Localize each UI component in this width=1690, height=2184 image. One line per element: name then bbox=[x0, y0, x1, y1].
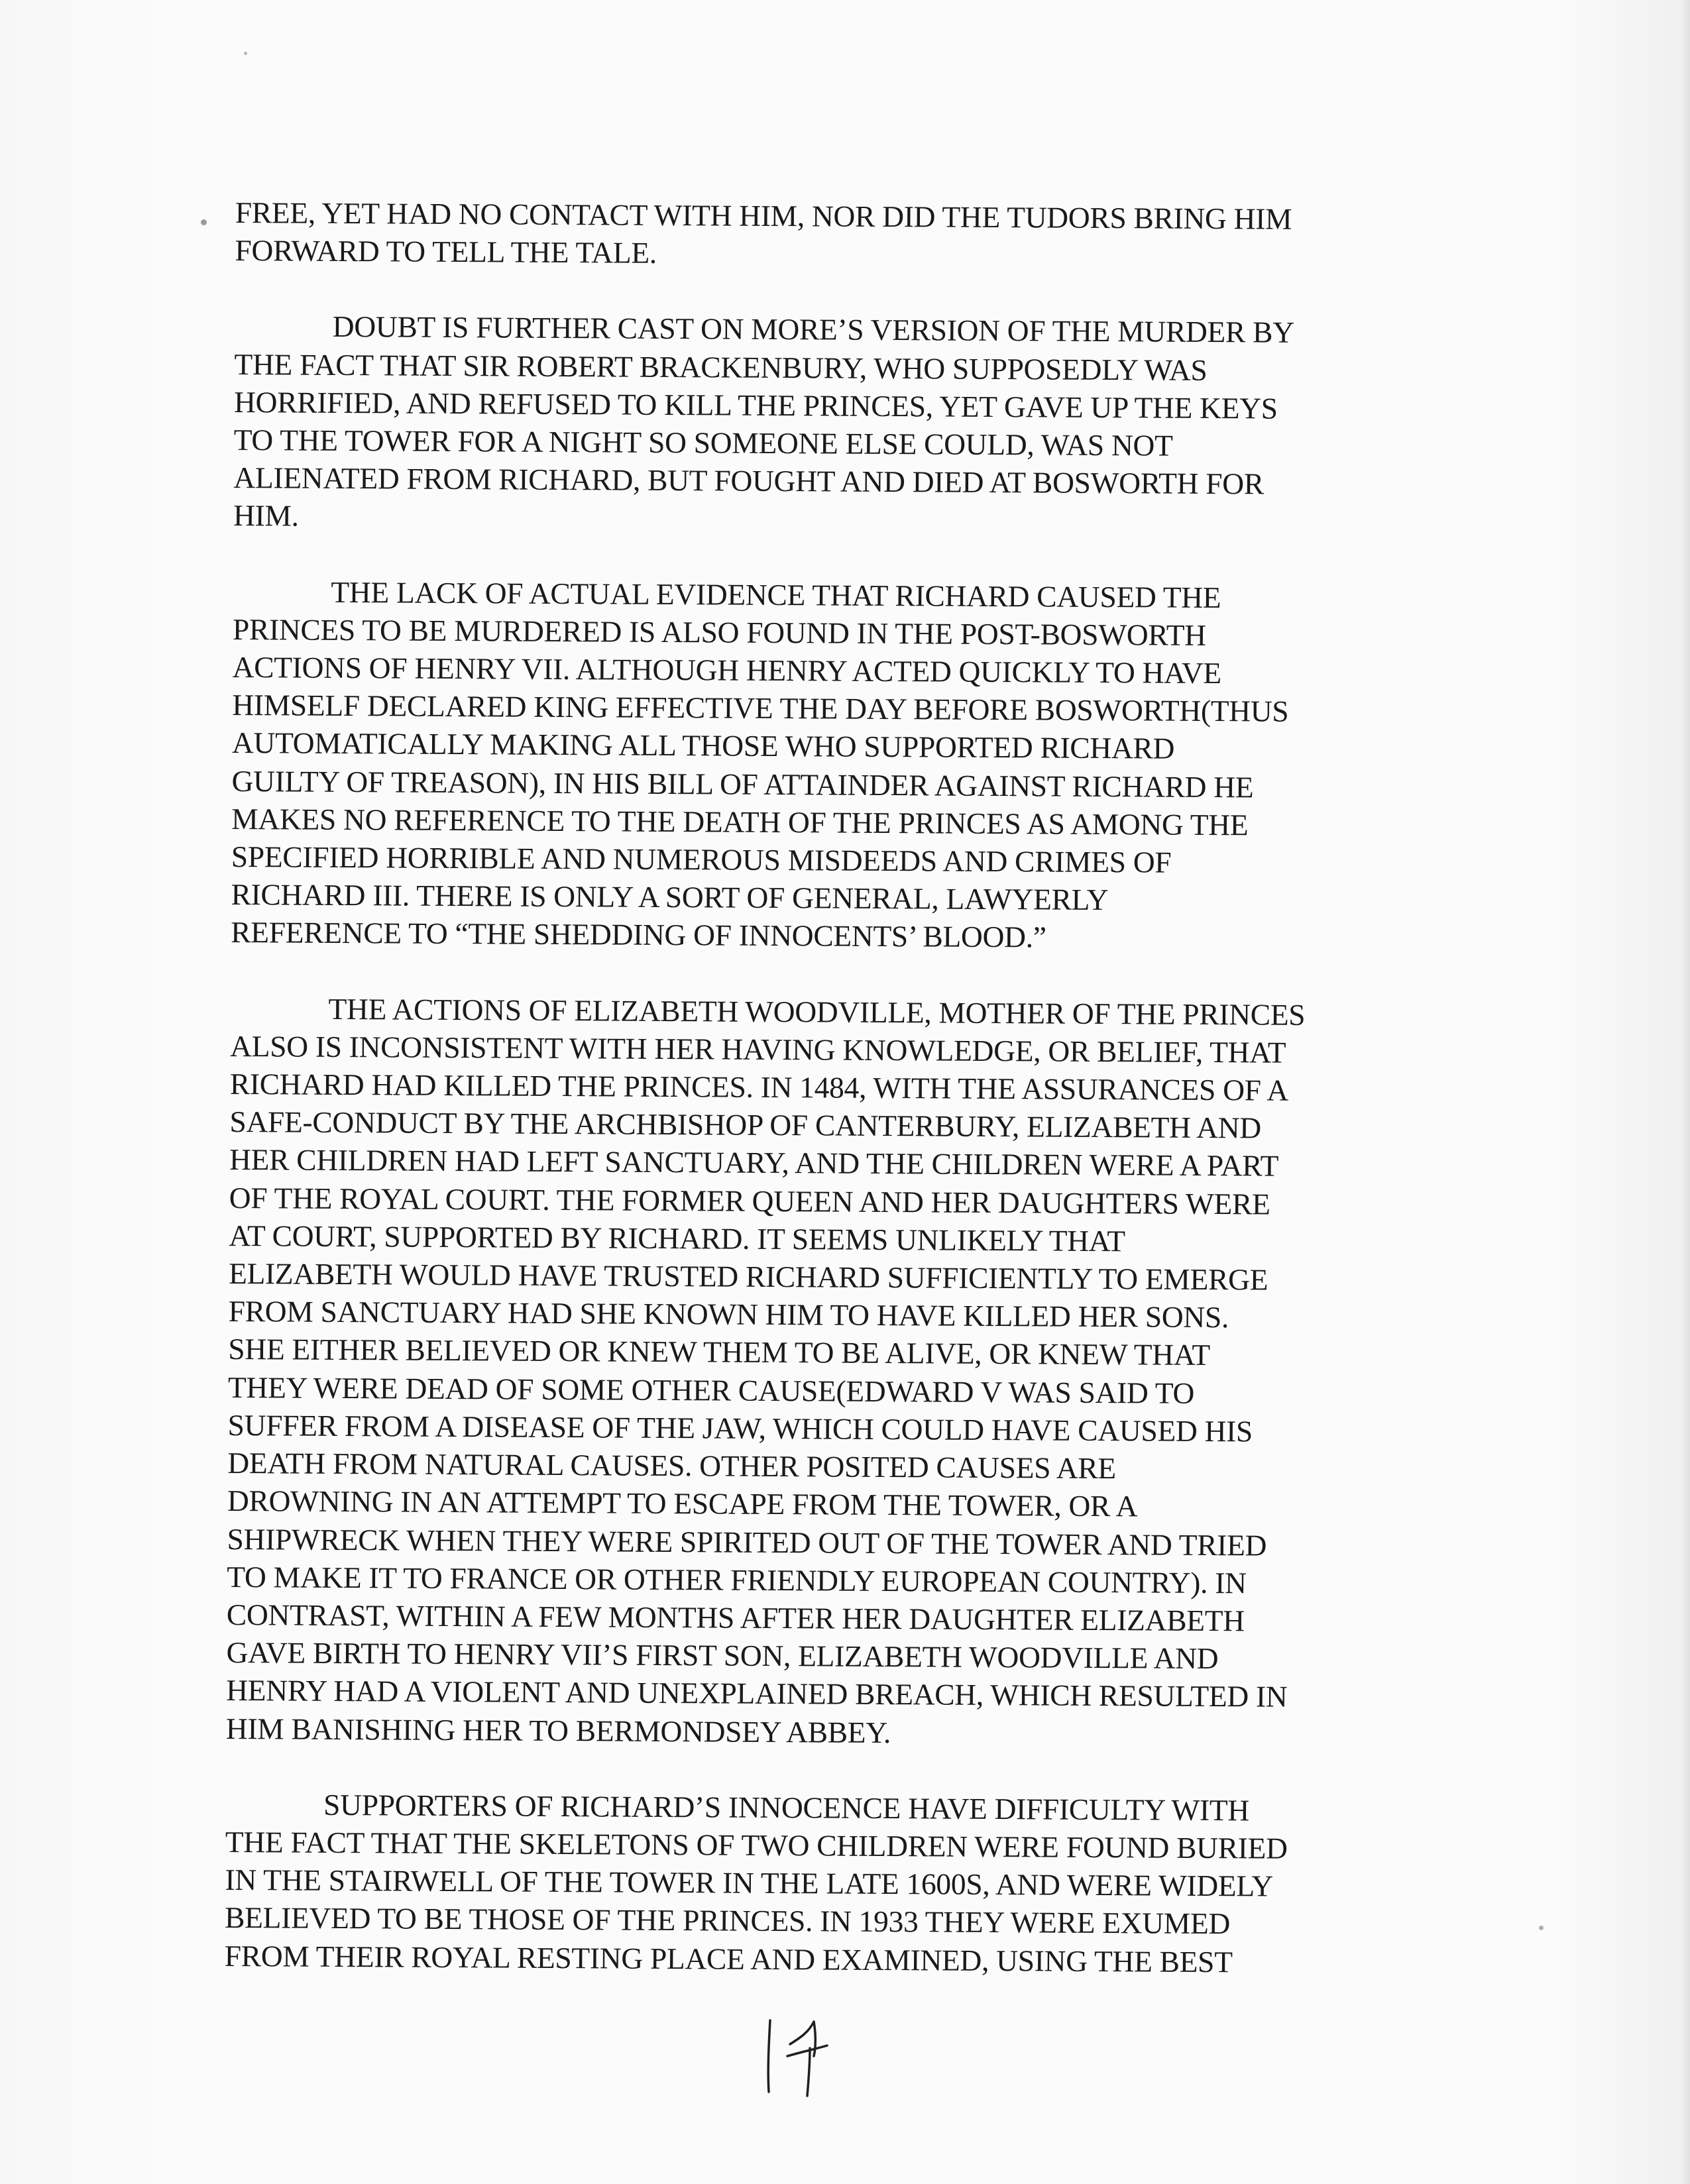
text-line: GAVE BIRTH TO HENRY VII’S FIRST SON, ELIZABETH WOODVILLE AND bbox=[226, 1635, 1219, 1676]
text-line: OF THE ROYAL COURT. THE FORMER QUEEN AND HER DAUGHTERS WERE bbox=[229, 1180, 1270, 1221]
text-line: MAKES NO REFERENCE TO THE DEATH OF THE PRINCES AS AMONG THE bbox=[231, 801, 1249, 842]
text-line: FREE, YET HAD NO CONTACT WITH HIM, NOR DID THE TUDORS BRING HIM bbox=[235, 195, 1292, 236]
page-number bbox=[761, 2018, 840, 2097]
text-line: SHE EITHER BELIEVED OR KNEW THEM TO BE ALIVE, OR KNEW THAT bbox=[228, 1332, 1210, 1372]
text-line: HER CHILDREN HAD LEFT SANCTUARY, AND THE CHILDREN WERE A PART bbox=[229, 1142, 1279, 1183]
paragraph bbox=[235, 193, 1448, 277]
text-line: BELIEVED TO BE THOSE OF THE PRINCES. IN 1933 THEY WERE EXUMED bbox=[224, 1900, 1231, 1941]
text-line: RICHARD III. THERE IS ONLY A SORT OF GENERAL, LAWYERLY bbox=[231, 877, 1109, 917]
text-line: ALSO IS INCONSISTENT WITH HER HAVING KNOWLEDGE, OR BELIEF, THAT bbox=[229, 1028, 1286, 1069]
text-line: TO MAKE IT TO FRANCE OR OTHER FRIENDLY EUROPEAN COUNTRY). IN bbox=[227, 1559, 1247, 1600]
text-line: PRINCES TO BE MURDERED IS ALSO FOUND IN THE POST-BOSWORTH bbox=[232, 612, 1206, 652]
text-line: HIMSELF DECLARED KING EFFECTIVE THE DAY BEFORE BOSWORTH(THUS bbox=[232, 688, 1289, 728]
document-body bbox=[224, 193, 1448, 2020]
text-line: REFERENCE TO “THE SHEDDING OF INNOCENTS’ BLOOD.” bbox=[231, 915, 1046, 954]
paragraph bbox=[226, 989, 1443, 1755]
text-line: DOUBT IS FURTHER CAST ON MORE’S VERSION OF THE MURDER BY bbox=[332, 309, 1294, 350]
text-line: THEY WERE DEAD OF SOME OTHER CAUSE(EDWARD V WAS SAID TO bbox=[227, 1370, 1195, 1410]
text-line: HIM BANISHING HER TO BERMONDSEY ABBEY. bbox=[225, 1711, 891, 1749]
text-line: SAFE-CONDUCT BY THE ARCHBISHOP OF CANTERBURY, ELIZABETH AND bbox=[229, 1105, 1262, 1145]
page-edge-shadow bbox=[1681, 0, 1690, 2184]
text-line: DEATH FROM NATURAL CAUSES. OTHER POSITED CAUSES ARE bbox=[227, 1446, 1117, 1486]
text-line: FORWARD TO TELL THE TALE. bbox=[235, 233, 657, 270]
text-line: GUILTY OF TREASON), IN HIS BILL OF ATTAINDER AGAINST RICHARD HE bbox=[231, 763, 1254, 804]
text-line: FROM THEIR ROYAL RESTING PLACE AND EXAMINED, USING THE BEST bbox=[224, 1938, 1233, 1979]
text-line: THE FACT THAT THE SKELETONS OF TWO CHILDREN WERE FOUND BURIED bbox=[225, 1824, 1288, 1865]
text-line: THE FACT THAT SIR ROBERT BRACKENBURY, WHO SUPPOSEDLY WAS bbox=[234, 347, 1208, 387]
text-line: AUTOMATICALLY MAKING ALL THOSE WHO SUPPORTED RICHARD bbox=[231, 726, 1175, 766]
text-line: AT COURT, SUPPORTED BY RICHARD. IT SEEMS UNLIKELY THAT bbox=[229, 1218, 1125, 1258]
text-line: HENRY HAD A VIOLENT AND UNEXPLAINED BREACH, WHICH RESULTED IN bbox=[226, 1673, 1288, 1714]
scan-speck bbox=[201, 219, 207, 225]
text-line: SHIPWRECK WHEN THEY WERE SPIRITED OUT OF THE TOWER AND TRIED bbox=[227, 1521, 1267, 1562]
text-line: RICHARD HAD KILLED THE PRINCES. IN 1484, WITH THE ASSURANCES OF A bbox=[229, 1067, 1289, 1107]
text-line: CONTRAST, WITHIN A FEW MONTHS AFTER HER DAUGHTER ELIZABETH bbox=[226, 1597, 1245, 1638]
text-line: SUFFER FROM A DISEASE OF THE JAW, WHICH COULD HAVE CAUSED HIS bbox=[227, 1407, 1253, 1448]
paragraph bbox=[225, 1785, 1439, 1982]
text-line: ALIENATED FROM RICHARD, BUT FOUGHT AND DIED AT BOSWORTH FOR bbox=[233, 461, 1265, 501]
text-line: DROWNING IN AN ATTEMPT TO ESCAPE FROM THE TOWER, OR A bbox=[227, 1484, 1138, 1523]
text-line: HORRIFIED, AND REFUSED TO KILL THE PRINCES, YET GAVE UP THE KEYS bbox=[233, 384, 1278, 425]
paragraph bbox=[233, 307, 1447, 541]
text-line: TO THE TOWER FOR A NIGHT SO SOMEONE ELSE COULD, WAS NOT bbox=[233, 423, 1173, 463]
scan-speck bbox=[1539, 1926, 1544, 1930]
text-line: SPECIFIED HORRIBLE AND NUMEROUS MISDEEDS AND CRIMES OF bbox=[231, 840, 1172, 879]
text-line: IN THE STAIRWELL OF THE TOWER IN THE LATE 1600S, AND WERE WIDELY bbox=[225, 1863, 1274, 1903]
text-line: HIM. bbox=[233, 498, 299, 533]
text-line: ELIZABETH WOULD HAVE TRUSTED RICHARD SUFFICIENTLY TO EMERGE bbox=[228, 1256, 1268, 1297]
scan-speck bbox=[244, 52, 247, 55]
text-line: SUPPORTERS OF RICHARD’S INNOCENCE HAVE DIFFICULTY WITH bbox=[323, 1787, 1250, 1828]
text-line: THE LACK OF ACTUAL EVIDENCE THAT RICHARD CAUSED THE bbox=[331, 574, 1221, 614]
paragraph bbox=[231, 573, 1445, 959]
text-line: THE ACTIONS OF ELIZABETH WOODVILLE, MOTHER OF THE PRINCES bbox=[328, 991, 1306, 1032]
text-line: FROM SANCTUARY HAD SHE KNOWN HIM TO HAVE KILLED HER SONS. bbox=[228, 1294, 1229, 1335]
text-line: ACTIONS OF HENRY VII. ALTHOUGH HENRY ACTED QUICKLY TO HAVE bbox=[232, 650, 1222, 690]
